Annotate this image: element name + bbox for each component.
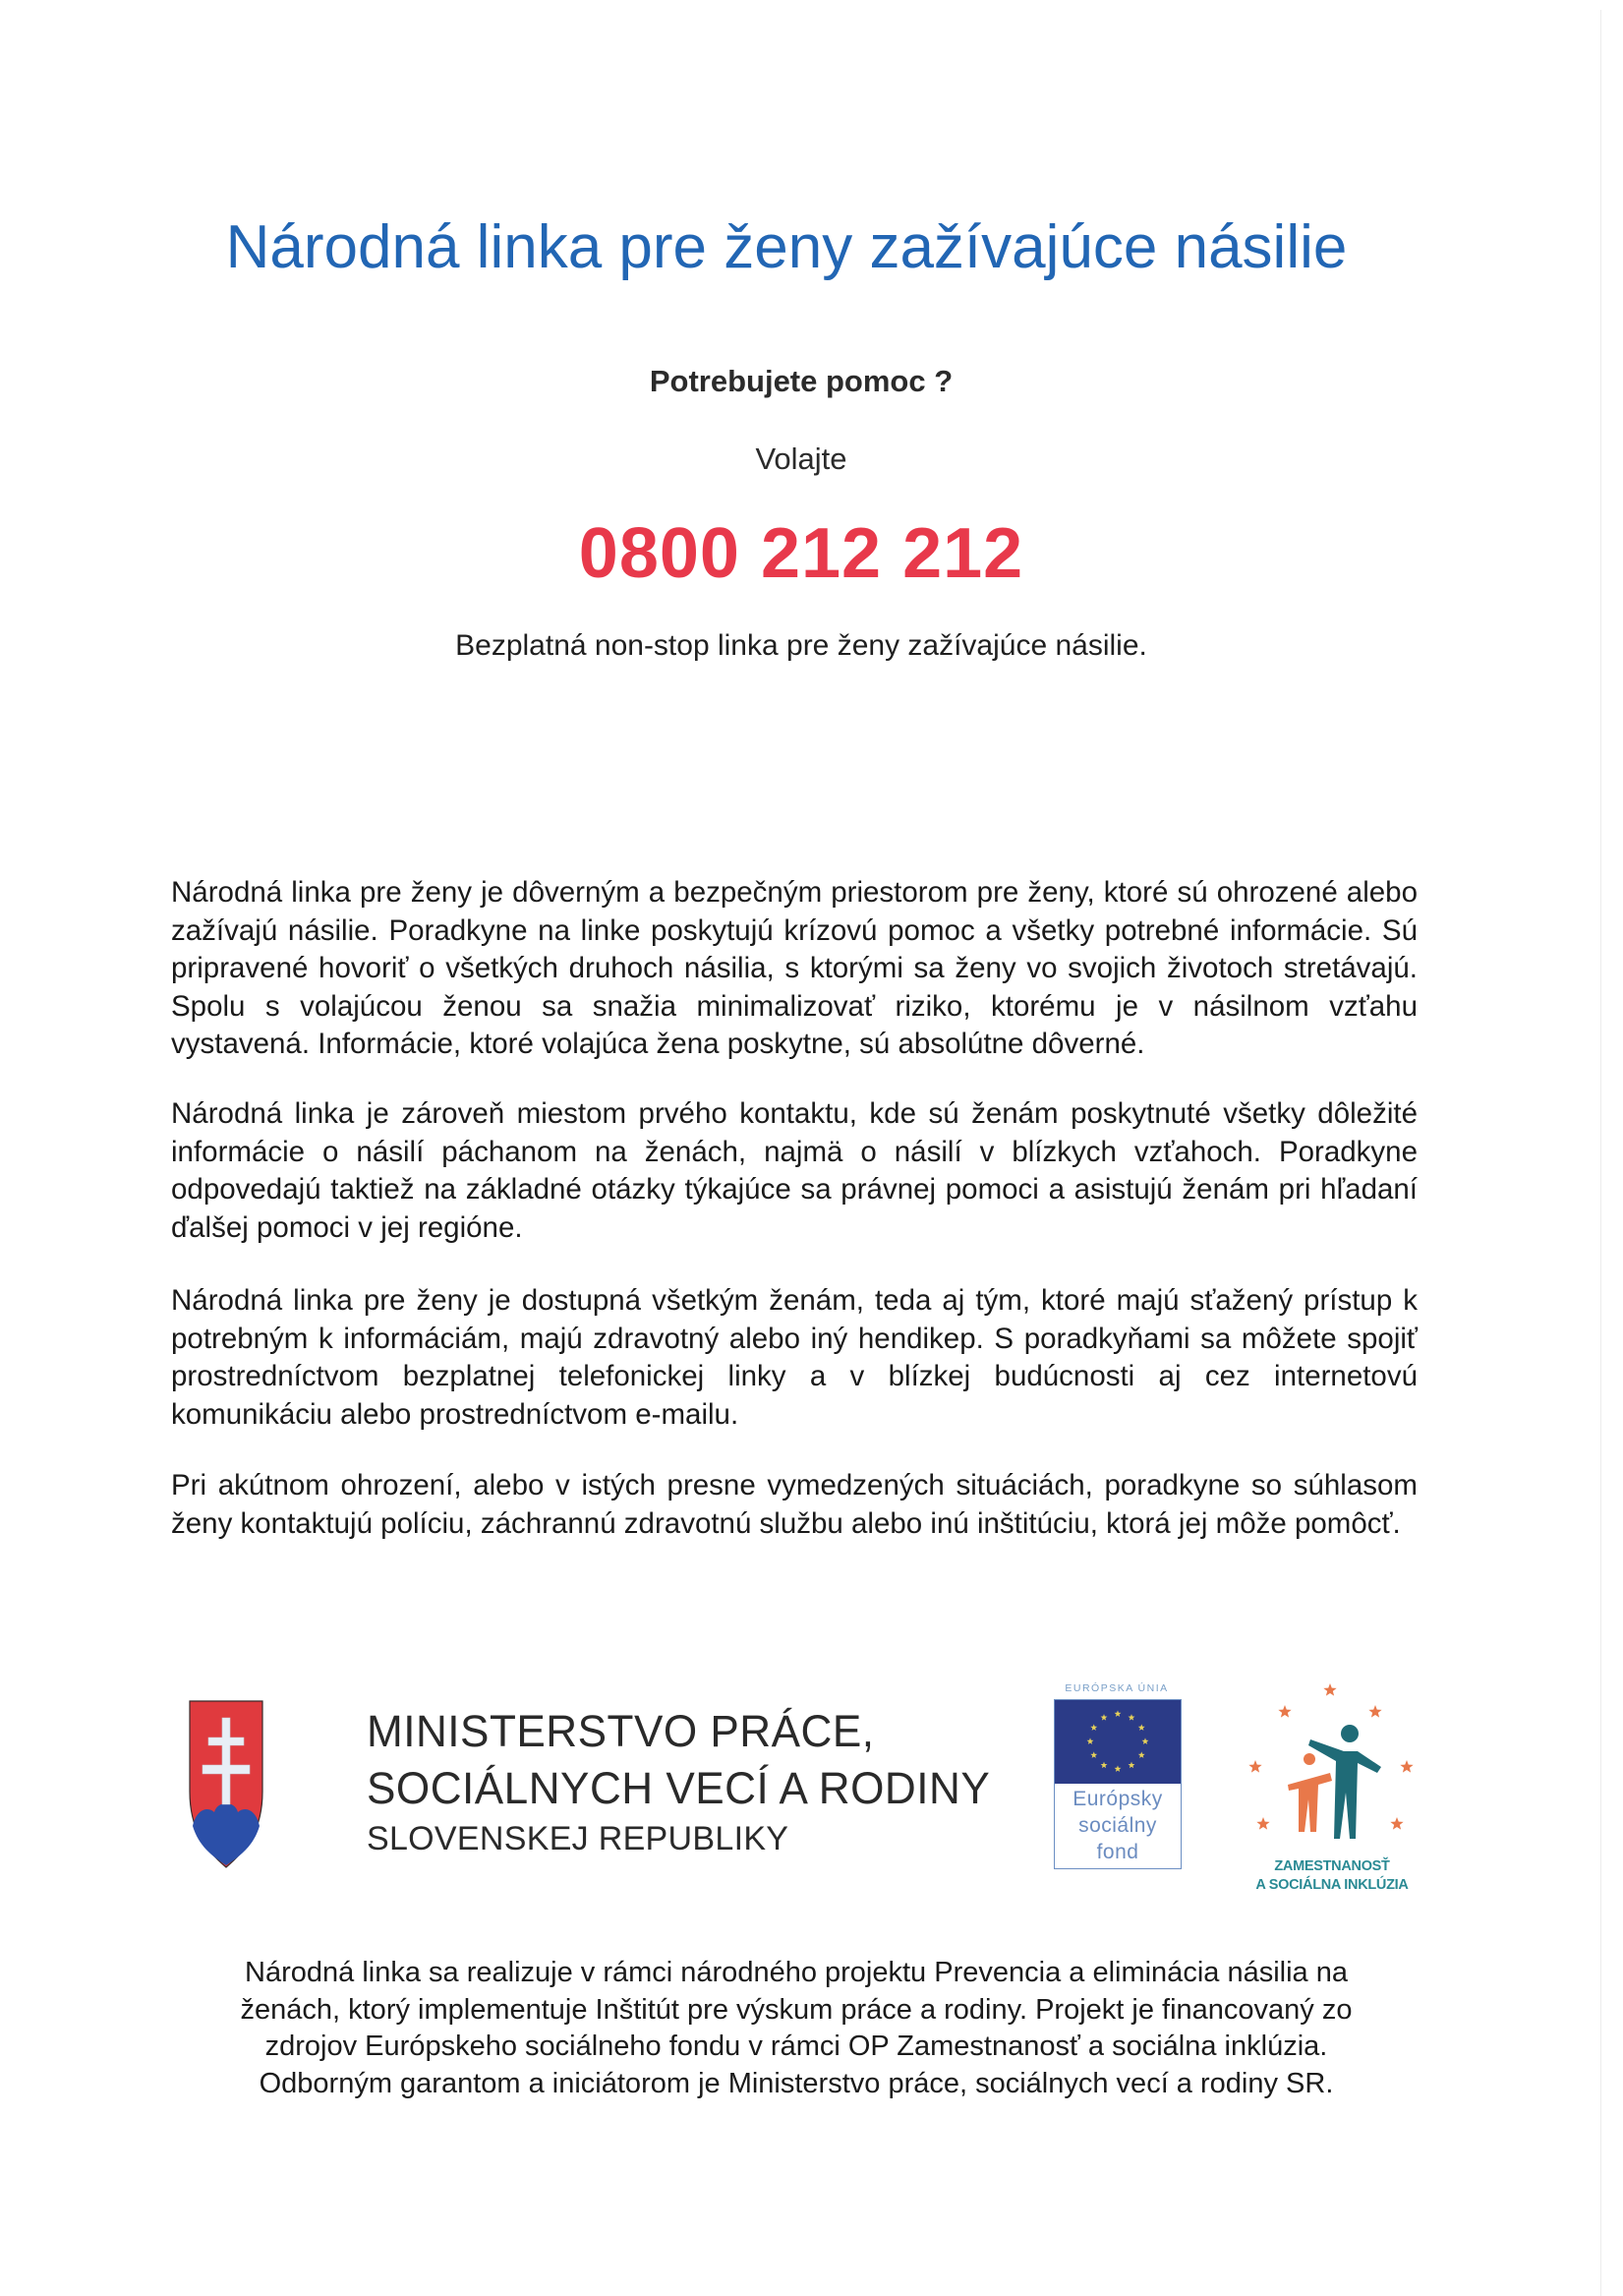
ministry-line-3: SLOVENSKEJ REPUBLIKY xyxy=(367,1820,789,1857)
zamestnanost-text xyxy=(1234,1857,1430,1895)
paragraph-acute-danger: Pri akútnom ohrození, alebo v istých presne vymedzených situáciách, poradkyne so súhlasom ženy kontaktujú políciu, záchrannú zdravotnú službu alebo inú inštitúciu, ktorá jej môže pomôcť. xyxy=(171,1469,1418,1540)
esf-text-line: fond xyxy=(1096,1841,1139,1863)
zamestnanost-star-icon xyxy=(1400,1760,1413,1773)
coat-of-arms-icon xyxy=(187,1698,265,1870)
esf-logo xyxy=(1050,1681,1184,1869)
zamestnanost-star-icon xyxy=(1368,1705,1381,1718)
esf-text-line: Európsky xyxy=(1072,1788,1163,1810)
eu-label: EURÓPSKA ÚNIA xyxy=(1065,1682,1169,1694)
footer-line: ženách, ktorý implementuje Inštitút pre výskum práce a rodiny. Projekt je financovaný zo xyxy=(240,1993,1353,2026)
zamestnanost-text-line: A SOCIÁLNA INKLÚZIA xyxy=(1255,1877,1409,1893)
logos-row xyxy=(0,1672,1623,1917)
zamestnanost-star-icon xyxy=(1323,1683,1336,1696)
footer-line: zdrojov Európskeho sociálneho fondu v rámci OP Zamestnanosť a sociálna inklúzia. xyxy=(264,2031,1328,2062)
paragraph-accessibility: Národná linka pre ženy je dostupná všetkým ženám, teda aj tým, ktoré majú sťažený prístup k potrebným k informáciám, majú zdravotný alebo iný hendikep. S poradkyňami sa môžete spojiť prostredníctvom bezplatnej telefonickej linky a v blízkej budúcnosti aj cez internetovú komunikáciu alebo prostredníctvom e-mailu. xyxy=(171,1284,1418,1431)
need-help-heading: Potrebujete pomoc ? xyxy=(649,364,954,398)
paragraph-first-contact: Národná linka je zároveň miestom prvého kontaktu, kde sú ženám poskytnuté všetky dôležité informácie o násilí páchanom na ženách, najmä o násilí v blízkych vzťahoch. Poradkyne odpovedajú taktiež na základné otázky týkajúce sa právnej pomoci a asistujú ženám pri hľadaní ďalšej pomoci v jej regióne. xyxy=(171,1097,1418,1244)
zamestnanost-text-line: ZAMESTNANOSŤ xyxy=(1274,1858,1390,1874)
call-label: Volajte xyxy=(755,442,847,476)
ministry-line-1: MINISTERSTVO PRÁCE, xyxy=(367,1706,875,1756)
zamestnanost-logo xyxy=(1234,1677,1430,1903)
page-edge-line xyxy=(1600,10,1601,2296)
esf-text xyxy=(1055,1784,1181,1868)
zamestnanost-star-icon xyxy=(1248,1760,1261,1773)
zamestnanost-star-icon xyxy=(1256,1817,1269,1830)
ministry-line-2: SOCIÁLNYCH VECÍ A RODINY xyxy=(367,1763,991,1813)
esf-box xyxy=(1054,1699,1182,1869)
esf-text-line: sociálny xyxy=(1078,1814,1157,1837)
people-with-stars-icon xyxy=(1234,1677,1430,1839)
footer-line: Národná linka sa realizuje v rámci národného projektu Prevencia a eliminácia násilia na xyxy=(245,1957,1348,1988)
phone-number[interactable]: 0800 212 212 xyxy=(578,514,1024,593)
zamestnanost-star-icon xyxy=(1278,1705,1291,1718)
zamestnanost-star-icon xyxy=(1390,1817,1403,1830)
footer-line: Odborným garantom a iniciátorom je Ministerstvo práce, sociálnych vecí a rodiny SR. xyxy=(259,2067,1334,2099)
page-title: Národná linka pre ženy zažívajúce násilie xyxy=(225,213,1348,281)
eu-flag-icon xyxy=(1055,1700,1181,1784)
free-line-subtitle: Bezplatná non-stop linka pre ženy zažívajúce násilie. xyxy=(455,629,1147,662)
footer-project-info xyxy=(177,1955,1416,2102)
paragraph-about: Národná linka pre ženy je dôverným a bezpečným priestorom pre ženy, ktoré sú ohrozené alebo zažívajú násilie. Poradkyne na linke poskytujú krízovú pomoc a všetky potrebné informácie. Sú pripravené hovoriť o všetkých druhoch násilia, s ktorými sa ženy vo svojich životoch stretávajú. Spolu s volajúcou ženou sa snažia minimalizovať riziko, ktorému je v násilnom vzťahu vystavená. Informácie, ktoré volajúca žena poskytne, sú absolútne dôverné. xyxy=(171,876,1418,1061)
ministry-name xyxy=(367,1703,1003,1860)
